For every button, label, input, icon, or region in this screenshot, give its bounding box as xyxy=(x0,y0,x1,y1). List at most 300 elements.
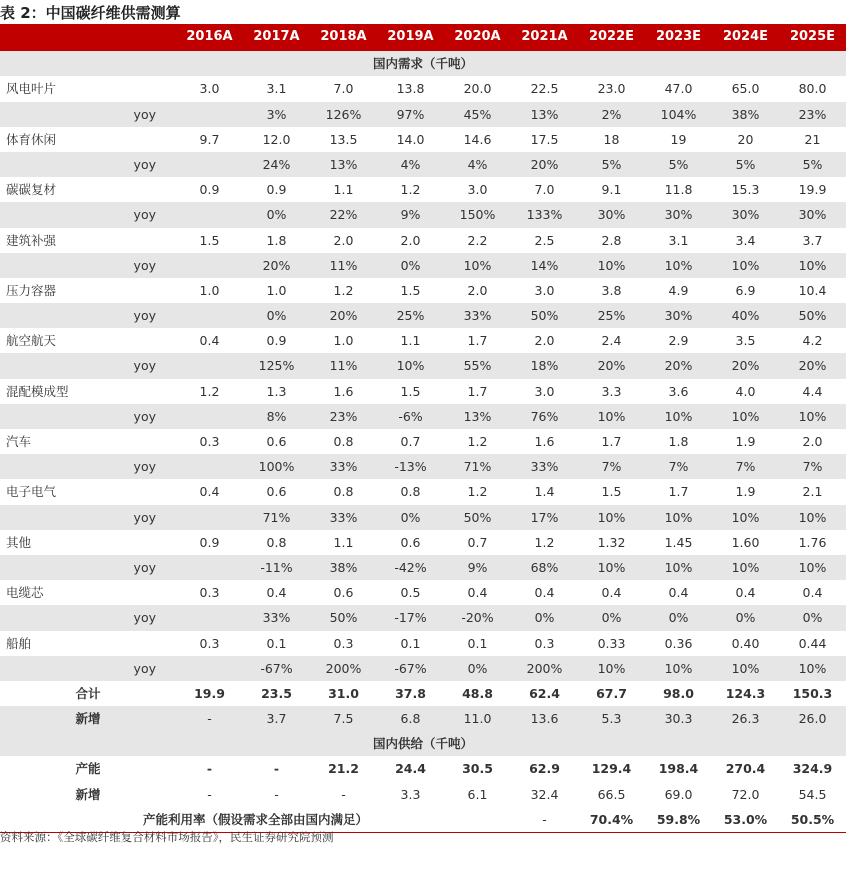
table-cell: 23% xyxy=(310,404,377,429)
table-cell: 66.5 xyxy=(578,782,645,807)
table-cell: 2.0 xyxy=(444,278,511,303)
table-cell: 20% xyxy=(243,253,310,278)
table-cell: 4% xyxy=(377,152,444,177)
table-cell: 7.0 xyxy=(511,177,578,202)
table-cell: 1.0 xyxy=(176,278,243,303)
table-cell: 0.8 xyxy=(377,479,444,504)
table-row xyxy=(0,505,846,530)
table-cell: 1.1 xyxy=(310,530,377,555)
table-cell: 10% xyxy=(779,404,846,429)
column-header: 2019A xyxy=(377,24,444,50)
table-cell: 18% xyxy=(511,353,578,378)
table-cell: 2.9 xyxy=(645,328,712,353)
table-cell: 23.5 xyxy=(243,681,310,706)
table-cell: 1.2 xyxy=(444,479,511,504)
page-title: 表 2：中国碳纤维供需测算 xyxy=(0,4,181,22)
table-cell: 1.5 xyxy=(377,379,444,404)
table-cell: 22.5 xyxy=(511,76,578,101)
table-cell: 21 xyxy=(779,127,846,152)
table-cell: 33% xyxy=(243,605,310,630)
table-cell: - xyxy=(176,756,243,781)
table-cell: 10% xyxy=(712,656,779,681)
table-cell: -67% xyxy=(377,656,444,681)
table-cell: 0.40 xyxy=(712,631,779,656)
table-row xyxy=(0,202,846,227)
table-cell: 0.3 xyxy=(176,580,243,605)
table-cell: 19.9 xyxy=(779,177,846,202)
table-cell: 198.4 xyxy=(645,756,712,781)
table-row xyxy=(0,76,846,101)
table-cell xyxy=(176,505,243,530)
table-cell xyxy=(176,152,243,177)
table-cell: 9% xyxy=(377,202,444,227)
row-label: 产能利用率（假设需求全部由国内满足） xyxy=(0,807,511,833)
row-label: 合计 xyxy=(0,681,176,706)
table-cell: 7% xyxy=(779,454,846,479)
table-cell: - xyxy=(310,782,377,807)
table-cell: 1.2 xyxy=(511,530,578,555)
table-cell: 1.76 xyxy=(779,530,846,555)
table-cell: 0.4 xyxy=(176,479,243,504)
table-cell: 324.9 xyxy=(779,756,846,781)
table-cell: 0.4 xyxy=(243,580,310,605)
table-cell: 0.3 xyxy=(511,631,578,656)
table-cell: 98.0 xyxy=(645,681,712,706)
table-cell: 7.5 xyxy=(310,706,377,731)
table-cell: 50% xyxy=(310,605,377,630)
table-cell: 0% xyxy=(243,303,310,328)
table-cell: 0% xyxy=(578,605,645,630)
table-cell: 48.8 xyxy=(444,681,511,706)
table-cell: 33% xyxy=(444,303,511,328)
table-cell: 0.5 xyxy=(377,580,444,605)
table-cell: 0% xyxy=(712,605,779,630)
table-cell: 1.5 xyxy=(578,479,645,504)
table-cell: 30.3 xyxy=(645,706,712,731)
table-cell xyxy=(176,555,243,580)
table-cell: 9.1 xyxy=(578,177,645,202)
table-row xyxy=(0,177,846,202)
row-label: yoy xyxy=(0,505,176,530)
table-cell: 13.5 xyxy=(310,127,377,152)
table-cell: 10% xyxy=(712,404,779,429)
table-cell xyxy=(176,454,243,479)
table-row xyxy=(0,731,846,756)
table-cell: 0.1 xyxy=(444,631,511,656)
table-cell: 14.6 xyxy=(444,127,511,152)
table-cell: 50% xyxy=(779,303,846,328)
row-label: yoy xyxy=(0,404,176,429)
table-cell: 1.7 xyxy=(645,479,712,504)
table-cell: 133% xyxy=(511,202,578,227)
table-cell: 1.1 xyxy=(310,177,377,202)
table-cell: 22% xyxy=(310,202,377,227)
table-cell: 70.4% xyxy=(578,807,645,833)
table-cell: 0.36 xyxy=(645,631,712,656)
table-cell: 3.1 xyxy=(243,76,310,101)
table-cell: 0% xyxy=(779,605,846,630)
table-cell: 0.9 xyxy=(243,328,310,353)
table-cell: 3.4 xyxy=(712,228,779,253)
table-cell: 13% xyxy=(444,404,511,429)
table-cell: 10% xyxy=(645,253,712,278)
table-cell: 3.7 xyxy=(779,228,846,253)
table-cell: 2.0 xyxy=(377,228,444,253)
table-cell: 3.0 xyxy=(176,76,243,101)
table-cell xyxy=(176,656,243,681)
table-cell: -67% xyxy=(243,656,310,681)
table-cell: 2.5 xyxy=(511,228,578,253)
table-row xyxy=(0,102,846,127)
table-cell: 0.4 xyxy=(176,328,243,353)
table-cell: 3.3 xyxy=(578,379,645,404)
table-cell: 2.4 xyxy=(578,328,645,353)
table-cell: 10% xyxy=(779,253,846,278)
table-cell: 0.4 xyxy=(578,580,645,605)
table-cell: 30% xyxy=(712,202,779,227)
row-label: yoy xyxy=(0,152,176,177)
table-cell: 13% xyxy=(511,102,578,127)
table-cell: 1.9 xyxy=(712,429,779,454)
table-row xyxy=(0,454,846,479)
table-cell: 4.9 xyxy=(645,278,712,303)
table-cell: 200% xyxy=(310,656,377,681)
table-cell: 3.8 xyxy=(578,278,645,303)
table-row xyxy=(0,756,846,781)
table-cell: 37.8 xyxy=(377,681,444,706)
table-cell: 1.9 xyxy=(712,479,779,504)
table-cell: 0.6 xyxy=(243,429,310,454)
table-cell: 1.0 xyxy=(243,278,310,303)
table-cell: 2.0 xyxy=(779,429,846,454)
table-cell: 124.3 xyxy=(712,681,779,706)
table-cell xyxy=(176,102,243,127)
table-cell: 23.0 xyxy=(578,76,645,101)
table-cell: 1.7 xyxy=(444,328,511,353)
table-cell: 97% xyxy=(377,102,444,127)
table-cell: 4.0 xyxy=(712,379,779,404)
table-cell: 1.3 xyxy=(243,379,310,404)
table-cell: 3.1 xyxy=(645,228,712,253)
table-cell: 10% xyxy=(645,505,712,530)
table-cell: 1.4 xyxy=(511,479,578,504)
table-cell: - xyxy=(176,706,243,731)
table-cell: 13.8 xyxy=(377,76,444,101)
table-cell: 1.0 xyxy=(310,328,377,353)
table-cell: 24% xyxy=(243,152,310,177)
column-header: 2021A xyxy=(511,24,578,50)
column-header: 2017A xyxy=(243,24,310,50)
table-cell: 23% xyxy=(779,102,846,127)
table-cell: 10% xyxy=(444,253,511,278)
table-cell: 0% xyxy=(444,656,511,681)
table-cell: 25% xyxy=(578,303,645,328)
table-row xyxy=(0,631,846,656)
table-cell: 10% xyxy=(645,404,712,429)
table-cell: 100% xyxy=(243,454,310,479)
table-cell: - xyxy=(243,756,310,781)
table-cell: - xyxy=(511,807,578,833)
table-cell: 50% xyxy=(444,505,511,530)
table-cell: 65.0 xyxy=(712,76,779,101)
table-cell: 3.0 xyxy=(511,379,578,404)
source-note: 资料来源：《全球碳纤维复合材料市场报告》，民生证券研究院预测 xyxy=(0,830,334,844)
table-row xyxy=(0,479,846,504)
table-row xyxy=(0,706,846,731)
table-cell: 5.3 xyxy=(578,706,645,731)
table-cell: 8% xyxy=(243,404,310,429)
table-cell: 10% xyxy=(578,253,645,278)
table-cell: 0.4 xyxy=(779,580,846,605)
table-cell: -11% xyxy=(243,555,310,580)
table-cell: 3.3 xyxy=(377,782,444,807)
table-row xyxy=(0,127,846,152)
table-row xyxy=(0,278,846,303)
row-label: 体育休闲 xyxy=(0,127,176,152)
table-cell: 10% xyxy=(377,353,444,378)
table-cell: 12.0 xyxy=(243,127,310,152)
table-cell: 10% xyxy=(712,505,779,530)
table-cell: 270.4 xyxy=(712,756,779,781)
table-cell: 0% xyxy=(377,505,444,530)
row-label: yoy xyxy=(0,656,176,681)
row-label: yoy xyxy=(0,102,176,127)
table-cell: 0.9 xyxy=(176,530,243,555)
table-cell: 25% xyxy=(377,303,444,328)
table-cell: 0.3 xyxy=(310,631,377,656)
table-cell: 0.3 xyxy=(176,631,243,656)
table-cell: 67.7 xyxy=(578,681,645,706)
table-cell: 2.2 xyxy=(444,228,511,253)
table-cell: 6.9 xyxy=(712,278,779,303)
table-cell: 1.45 xyxy=(645,530,712,555)
table-cell: 7% xyxy=(645,454,712,479)
table-cell: 0.4 xyxy=(444,580,511,605)
table-cell: 0.6 xyxy=(243,479,310,504)
row-label: yoy xyxy=(0,605,176,630)
column-header: 2023E xyxy=(645,24,712,50)
table-cell: 2.0 xyxy=(511,328,578,353)
table-row xyxy=(0,782,846,807)
table-row xyxy=(0,580,846,605)
table-cell: 10% xyxy=(712,253,779,278)
table-cell: 18 xyxy=(578,127,645,152)
table-cell: 26.3 xyxy=(712,706,779,731)
table-cell: 10% xyxy=(712,555,779,580)
row-label: 电缆芯 xyxy=(0,580,176,605)
table-cell: 4% xyxy=(444,152,511,177)
table-cell: 200% xyxy=(511,656,578,681)
table-cell: 7.0 xyxy=(310,76,377,101)
table-cell: 2.8 xyxy=(578,228,645,253)
table-cell: 0.4 xyxy=(645,580,712,605)
table-cell: 10% xyxy=(578,656,645,681)
table-cell: 1.32 xyxy=(578,530,645,555)
table-cell: 30% xyxy=(779,202,846,227)
table-cell: 24.4 xyxy=(377,756,444,781)
table-cell: 2.1 xyxy=(779,479,846,504)
table-cell: 1.5 xyxy=(176,228,243,253)
table-cell: 32.4 xyxy=(511,782,578,807)
table-cell: 1.6 xyxy=(310,379,377,404)
table-cell: 125% xyxy=(243,353,310,378)
table-cell: 54.5 xyxy=(779,782,846,807)
table-cell: 9% xyxy=(444,555,511,580)
carbon-fiber-table xyxy=(0,24,846,833)
table-cell: 50% xyxy=(511,303,578,328)
table-row xyxy=(0,303,846,328)
table-cell: -13% xyxy=(377,454,444,479)
table-cell: 30.5 xyxy=(444,756,511,781)
table-cell: 11% xyxy=(310,353,377,378)
column-header: 2016A xyxy=(176,24,243,50)
table-cell: 20% xyxy=(511,152,578,177)
table-cell: 50.5% xyxy=(779,807,846,833)
table-cell: 11.0 xyxy=(444,706,511,731)
table-cell: 19 xyxy=(645,127,712,152)
section-heading: 国内供给（千吨） xyxy=(0,731,846,756)
table-cell: 20% xyxy=(712,353,779,378)
table-cell: 1.1 xyxy=(377,328,444,353)
table-cell: 45% xyxy=(444,102,511,127)
column-header: 2018A xyxy=(310,24,377,50)
table-cell: 9.7 xyxy=(176,127,243,152)
table-cell: 10% xyxy=(779,505,846,530)
table-cell: 3.0 xyxy=(511,278,578,303)
table-cell: 10% xyxy=(578,505,645,530)
table-cell: - xyxy=(176,782,243,807)
table-cell: 76% xyxy=(511,404,578,429)
table-row xyxy=(0,681,846,706)
table-cell: 33% xyxy=(310,454,377,479)
table-cell: 7% xyxy=(578,454,645,479)
table-cell: 5% xyxy=(645,152,712,177)
row-label: yoy xyxy=(0,353,176,378)
table-cell: 40% xyxy=(712,303,779,328)
table-cell: 6.1 xyxy=(444,782,511,807)
row-label: 新增 xyxy=(0,706,176,731)
table-cell: 38% xyxy=(712,102,779,127)
table-cell: 1.6 xyxy=(511,429,578,454)
row-label: 电子电气 xyxy=(0,479,176,504)
table-cell: 68% xyxy=(511,555,578,580)
table-row xyxy=(0,253,846,278)
row-label: 其他 xyxy=(0,530,176,555)
table-cell: 0.8 xyxy=(243,530,310,555)
column-header: 2020A xyxy=(444,24,511,50)
table-cell: 0.3 xyxy=(176,429,243,454)
table-cell: 3.5 xyxy=(712,328,779,353)
table-cell: 80.0 xyxy=(779,76,846,101)
table-cell: 0% xyxy=(645,605,712,630)
table-cell xyxy=(176,303,243,328)
table-cell: 0.8 xyxy=(310,479,377,504)
table-cell: 1.8 xyxy=(243,228,310,253)
table-cell: 1.2 xyxy=(377,177,444,202)
table-cell: 20% xyxy=(645,353,712,378)
table-cell: 71% xyxy=(243,505,310,530)
table-row xyxy=(0,555,846,580)
table-cell: 0.9 xyxy=(176,177,243,202)
table-cell: 129.4 xyxy=(578,756,645,781)
table-cell: 55% xyxy=(444,353,511,378)
table-cell: 10% xyxy=(645,656,712,681)
table-row xyxy=(0,429,846,454)
table-cell: 0.1 xyxy=(243,631,310,656)
row-label: 船舶 xyxy=(0,631,176,656)
table-cell: 20% xyxy=(310,303,377,328)
table-cell: 20% xyxy=(578,353,645,378)
table-row xyxy=(0,379,846,404)
table-cell: 7% xyxy=(712,454,779,479)
table-row xyxy=(0,353,846,378)
table-cell: 10% xyxy=(578,555,645,580)
row-label: 新增 xyxy=(0,782,176,807)
table-cell: 20.0 xyxy=(444,76,511,101)
table-row xyxy=(0,605,846,630)
table-cell: 0.4 xyxy=(511,580,578,605)
table-row xyxy=(0,50,846,76)
row-label: yoy xyxy=(0,253,176,278)
table-cell: 20% xyxy=(779,353,846,378)
table-cell: 0.44 xyxy=(779,631,846,656)
table-cell: 4.2 xyxy=(779,328,846,353)
row-label: 汽车 xyxy=(0,429,176,454)
table-cell: 0.1 xyxy=(377,631,444,656)
table-cell: 19.9 xyxy=(176,681,243,706)
table-cell xyxy=(176,202,243,227)
table-cell: 30% xyxy=(645,303,712,328)
table-cell: 3.0 xyxy=(444,177,511,202)
row-label: yoy xyxy=(0,202,176,227)
table-cell: 10% xyxy=(578,404,645,429)
table-cell: 1.2 xyxy=(444,429,511,454)
row-label: 压力容器 xyxy=(0,278,176,303)
table-cell: 47.0 xyxy=(645,76,712,101)
table-cell: 1.60 xyxy=(712,530,779,555)
table-cell xyxy=(176,605,243,630)
table-cell: 0.9 xyxy=(243,177,310,202)
column-header: 2024E xyxy=(712,24,779,50)
table-cell: 59.8% xyxy=(645,807,712,833)
table-cell: 72.0 xyxy=(712,782,779,807)
table-header-row xyxy=(0,24,846,50)
table-cell: 3.6 xyxy=(645,379,712,404)
table-cell: 62.9 xyxy=(511,756,578,781)
table-cell: 13.6 xyxy=(511,706,578,731)
table-cell: 0.8 xyxy=(310,429,377,454)
table-cell: 0% xyxy=(243,202,310,227)
row-label: 碳碳复材 xyxy=(0,177,176,202)
table-cell: 10.4 xyxy=(779,278,846,303)
table-cell: 69.0 xyxy=(645,782,712,807)
section-heading: 国内需求（千吨） xyxy=(0,50,846,76)
table-cell: 5% xyxy=(712,152,779,177)
table-cell: 0.33 xyxy=(578,631,645,656)
row-label: 混配模成型 xyxy=(0,379,176,404)
table-cell: 0.6 xyxy=(377,530,444,555)
table-row xyxy=(0,328,846,353)
table-cell: 17.5 xyxy=(511,127,578,152)
row-label: 建筑补强 xyxy=(0,228,176,253)
table-cell: 14% xyxy=(511,253,578,278)
table-cell: 15.3 xyxy=(712,177,779,202)
header-corner xyxy=(0,24,176,50)
table-row xyxy=(0,228,846,253)
table-cell: 17% xyxy=(511,505,578,530)
table-cell: 26.0 xyxy=(779,706,846,731)
table-cell: 0.4 xyxy=(712,580,779,605)
